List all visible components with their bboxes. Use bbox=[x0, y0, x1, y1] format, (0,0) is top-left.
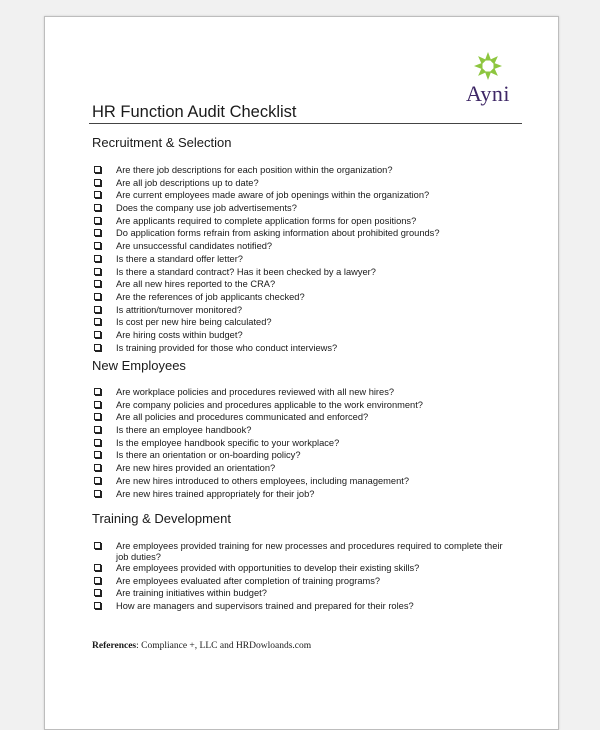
checkbox[interactable] bbox=[94, 229, 101, 236]
checkbox[interactable] bbox=[94, 280, 101, 287]
logo-text: Ayni bbox=[466, 81, 510, 106]
references-footer bbox=[92, 641, 311, 651]
checkbox[interactable] bbox=[94, 564, 101, 571]
checkbox[interactable] bbox=[94, 306, 101, 313]
checklist-item-text: Is the employee handbook specific to your workplace? bbox=[116, 437, 340, 448]
checkbox[interactable] bbox=[94, 331, 101, 338]
checkbox[interactable] bbox=[94, 589, 101, 596]
checklist-item-text: Are all job descriptions up to date? bbox=[116, 177, 259, 188]
checklist-item-text: Is there a standard offer letter? bbox=[116, 253, 243, 264]
checklist-item-text: How are managers and supervisors trained and prepared for their roles? bbox=[116, 601, 414, 612]
checklist-item-text: Are employees evaluated after completion of training programs? bbox=[116, 575, 381, 586]
checklist-item-text: Are the references of job applicants checked? bbox=[116, 291, 305, 302]
checklist-item-text: Is training provided for those who conduct interviews? bbox=[116, 342, 338, 353]
checkbox[interactable] bbox=[94, 179, 101, 186]
checklist-item-text: Are company policies and procedures applicable to the work environment? bbox=[116, 399, 423, 410]
references-text: : Compliance +, LLC and HRDowloands.com bbox=[136, 641, 312, 651]
checklist-item-text: Are new hires trained appropriately for their job? bbox=[116, 488, 315, 499]
checklist-item-text: Are applicants required to complete application forms for open positions? bbox=[116, 215, 417, 226]
checklist-item-text: Does the company use job advertisements? bbox=[116, 203, 297, 214]
checklist-item-text: Is there a standard contract? Has it been checked by a lawyer? bbox=[116, 266, 376, 277]
checklist-item-text: Is there an orientation or on-boarding policy? bbox=[116, 450, 301, 461]
checkbox[interactable] bbox=[94, 602, 101, 609]
checklist-item-text: Are workplace policies and procedures reviewed with all new hires? bbox=[116, 387, 395, 397]
checkbox[interactable] bbox=[94, 268, 101, 275]
checklist-item-text: Are new hires introduced to others employees, including management? bbox=[116, 475, 410, 486]
star-burst-icon bbox=[469, 51, 507, 85]
title-divider bbox=[89, 123, 522, 124]
checklist-item-text: Are current employees made aware of job openings within the organization? bbox=[116, 190, 430, 201]
checkbox[interactable] bbox=[94, 255, 101, 262]
checklist-item-text: Is attrition/turnover monitored? bbox=[116, 304, 243, 315]
checkbox[interactable] bbox=[94, 439, 101, 446]
checklist-item-text: Are all policies and procedures communicated and enforced? bbox=[116, 412, 369, 423]
checkbox[interactable] bbox=[94, 451, 101, 458]
checkbox[interactable] bbox=[94, 217, 101, 224]
checklist-item-text: Are employees provided with opportunities to develop their existing skills? bbox=[116, 563, 420, 573]
checkbox[interactable] bbox=[94, 542, 101, 549]
checkbox[interactable] bbox=[94, 388, 101, 395]
checklist-item-text: Are there job descriptions for each position within the organization? bbox=[116, 165, 393, 175]
checklist-item-text: Are all new hires reported to the CRA? bbox=[116, 279, 276, 290]
checkbox[interactable] bbox=[94, 413, 101, 420]
company-logo bbox=[455, 51, 521, 109]
checkbox[interactable] bbox=[94, 426, 101, 433]
section-heading-new-employees: New Employees bbox=[92, 358, 186, 373]
checkbox[interactable] bbox=[94, 318, 101, 325]
checklist-item-text: Are hiring costs within budget? bbox=[116, 329, 243, 340]
checkbox[interactable] bbox=[94, 577, 101, 584]
references-label: References bbox=[92, 641, 137, 651]
checklist-item-text: Do application forms refrain from asking information about prohibited grounds? bbox=[116, 228, 440, 239]
checklist-item-text: Is there an employee handbook? bbox=[116, 425, 252, 436]
checkbox[interactable] bbox=[94, 344, 101, 351]
checkbox[interactable] bbox=[94, 490, 101, 497]
section-heading-training: Training & Development bbox=[92, 511, 231, 526]
checkbox[interactable] bbox=[94, 293, 101, 300]
checkbox[interactable] bbox=[94, 477, 101, 484]
checkbox[interactable] bbox=[94, 204, 101, 211]
page-title: HR Function Audit Checklist bbox=[92, 103, 297, 121]
checkbox[interactable] bbox=[94, 242, 101, 249]
checkbox[interactable] bbox=[94, 166, 101, 173]
checklist-item-text: Are new hires provided an orientation? bbox=[116, 463, 276, 474]
document-page bbox=[44, 16, 559, 730]
checkbox[interactable] bbox=[94, 401, 101, 408]
checkbox[interactable] bbox=[94, 464, 101, 471]
checklist-item-text: Are employees provided training for new processes and procedures required to complete their job duties? bbox=[116, 541, 503, 562]
checklist-item-text: Are unsuccessful candidates notified? bbox=[116, 241, 273, 252]
checkbox[interactable] bbox=[94, 191, 101, 198]
checklist-item-text: Is cost per new hire being calculated? bbox=[116, 317, 272, 328]
checklist-item-text: Are training initiatives within budget? bbox=[116, 588, 267, 599]
section-heading-recruitment: Recruitment & Selection bbox=[92, 135, 232, 150]
